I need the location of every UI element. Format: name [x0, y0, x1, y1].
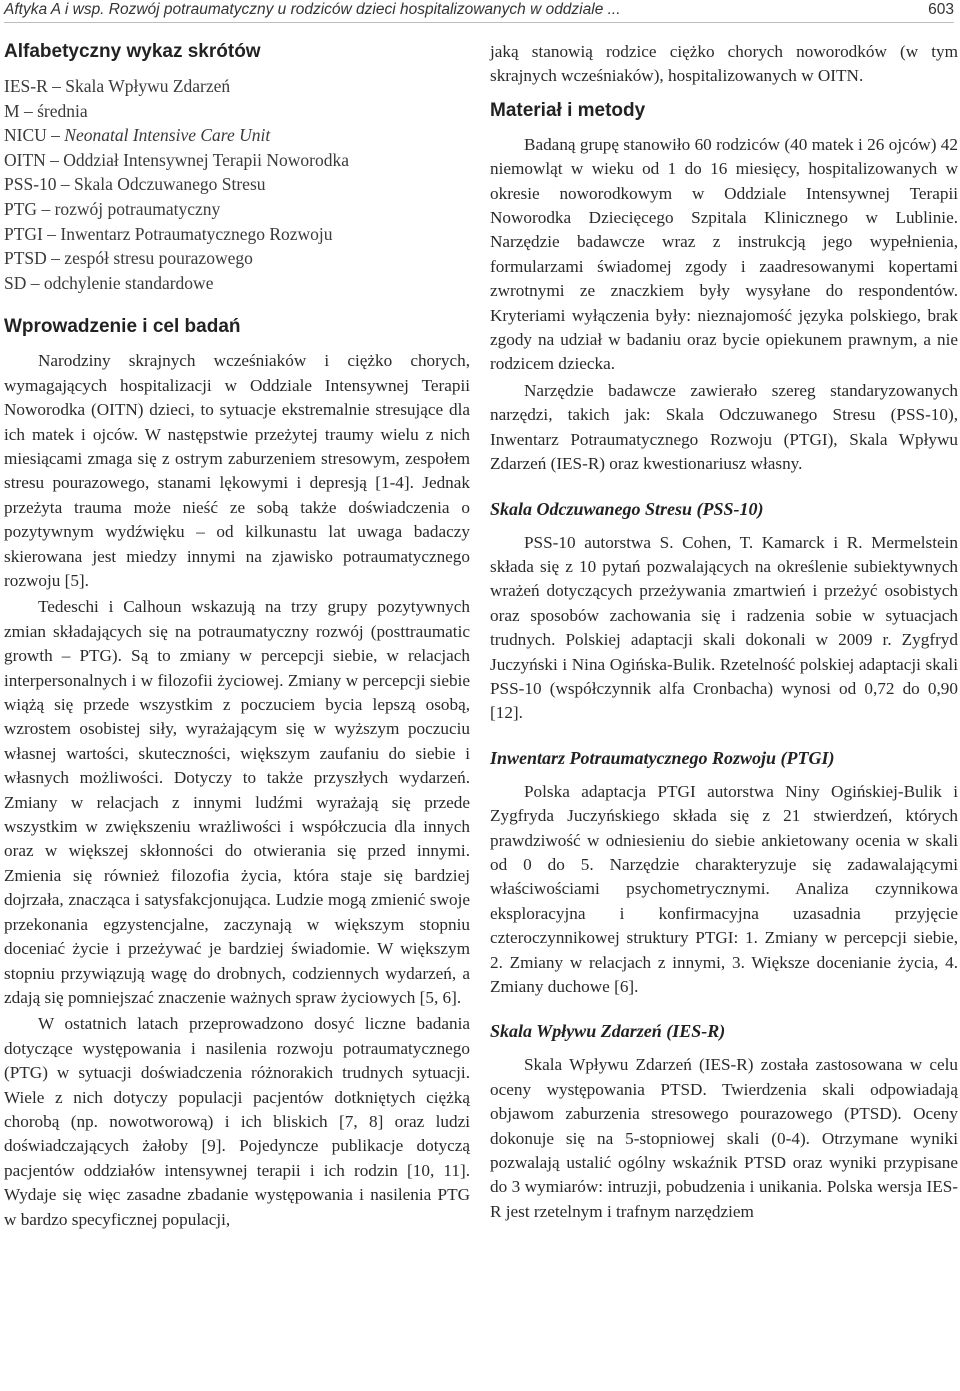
running-title: Aftyka A i wsp. Rozwój potraumatyczny u rodziców dzieci hospitalizowanych w oddziale ... — [4, 1, 621, 18]
abbreviation-item: OITN – Oddział Intensywnej Terapii Noworodka — [4, 149, 349, 170]
ptgi-heading: Inwentarz Potraumatycznego Rozwoju (PTGI) — [490, 747, 835, 768]
ies-heading: Skala Wpływu Zdarzeń (IES-R) — [490, 1021, 726, 1042]
running-header — [4, 0, 954, 23]
pss-paragraph: PSS-10 autorstwa S. Cohen, T. Kamarck i R. Mermelstein składa się z 10 pytań pozwalających na określenie subiektywnych wrażeń dotyczących przeżywania zmartwień i przeżyć osobistych oraz sposobów zachowania się i radzenia sobie w sytuacjach trudnych. Polskiej adaptacji skali dokonali w 2009 r. Zygfryd Juczyński i Nina Ogińska-Bulik. Rzetelność polskiej adaptacji skali PSS-10 (współczynnik alfa Cronbacha) wynosi od 0,72 do 0,90 [12]. — [490, 532, 958, 723]
pss-heading: Skala Odczuwanego Stresu (PSS-10) — [490, 498, 764, 519]
left-column — [4, 40, 470, 1232]
abbreviations-list — [4, 74, 470, 295]
abbreviation-item: IES-R – Skala Wpływu Zdarzeń — [4, 76, 231, 96]
right-column — [490, 40, 958, 1224]
abbreviation-item: NICU – Neonatal Intensive Care Unit — [4, 125, 271, 146]
abbreviations-heading: Alfabetyczny wykaz skrótów — [4, 41, 261, 62]
intro-paragraph-1: Narodziny skrajnych wcześniaków i ciężko chorych, wymagających hospitalizacji w Oddziale Intensywnej Terapii Noworodka (OITN) dzieci, to sytuacje ekstremalnie stresujące dla ich matek i ojców. W następstwie przeżytej traumy wielu z nich miesiącami zmaga się z ostrym zaburzeniem stresowym, zespołem stresu pourazowego, stanami lękowymi i depresją [1-4]. Jednak przeżyta trauma może nieść ze sobą także doświadczenia o pozytywnym wydźwięku – od kilkunastu lat uwaga badaczy skierowana jest miedzy innymi na zjawisko potraumatycznego rozwoju [5]. — [4, 351, 470, 590]
continuation-paragraph: jaką stanowią rodzice ciężko chorych noworodków (w tym skrajnych wcześniaków), hospitalizowanych w OITN. — [490, 42, 958, 86]
methods-heading: Materiał i metody — [490, 99, 646, 121]
ptgi-paragraph: Polska adaptacja PTGI autorstwa Niny Ogińskiej-Bulik i Zygfryda Juczyńskiego składa się z 21 stwierdzeń, których prawdziwość w odniesieniu do siebie ankietowany ocenia w skali od 0 do 5. Narzędzie charakteryzuje się zadawalającymi właściwościami psychometrycznymi. Analiza czynnikowa eksploracyjna i konfirmacyjna uzasadnia przyjęcie czteroczynnikowej struktury PTGI: 1. Zmiany w percepcji siebie, 2. Zmiany w relacjach z innymi, 3. Większe docenianie życia, 4. Zmiany duchowe [6]. — [490, 781, 958, 996]
abbreviation-item: M – średnia — [4, 100, 88, 121]
page-number: 603 — [928, 1, 954, 18]
abbreviation-item: SD – odchylenie standardowe — [4, 272, 214, 293]
introduction-heading: Wprowadzenie i cel badań — [4, 316, 241, 338]
intro-paragraph-2: Tedeschi i Calhoun wskazują na trzy grupy pozytywnych zmian składających się na potraumatyczny rozwój (posttraumatic growth – PTG). Są to zmiany w percepcji siebie, w relacjach interpersonalnych i w filozofii życiowej. Zmiany w percepcji siebie wiążą się przede wszystkim z poczuciem bycia lepszą osobą, wzrostem osobistej siły, wyrażającym się w wyższym poczuciu własnej wartości, skuteczności, większym zaufaniu do siebie i własnych możliwości. Dotyczy to także przyszłych wydarzeń. Zmiany w relacjach z innymi ludźmi wyrażają się przede wszystkim w zwiększeniu wrażliwości i współczucia dla innych oraz w większej skłonności do otwierania się przed innymi. Zmienia się również filozofia życia, która staje się bardziej dojrzała, znacząca i satysfakcjonująca. Ludzie mogą zmienić swoje przekonania egzystencjalne, zaczynają w większym stopniu doceniać życie i przeżywać je bardziej świadomie. W większym stopniu przywiązują wagę do drobnych, codziennych wydarzeń, a zdają się pomniejszać znaczenie ważnych spraw życiowych [5, 6]. — [4, 597, 470, 1007]
abbreviation-item: PTSD – zespół stresu pourazowego — [4, 248, 253, 269]
abbreviation-item: PTG – rozwój potraumatyczny — [4, 198, 221, 219]
ies-paragraph: Skala Wpływu Zdarzeń (IES-R) została zastosowana w celu oceny występowania PTSD. Twierdzenia skali odpowiadają objawom zaburzenia stresowego pourazowego (PTSD). Oceny dokonuje się na 5-stopniowej skali (0-4). Otrzymane wyniki pozwalają ustalić ogólny wskaźnik PTSD oraz wyniki przypisane do 3 wymiarów: intruzji, pobudzenia i unikania. Polska wersja IES-R jest rzetelnym i trafnym narzędziem — [490, 1055, 958, 1221]
abbreviation-item: PSS-10 – Skala Odczuwanego Stresu — [4, 174, 266, 195]
intro-paragraph-3: W ostatnich latach przeprowadzono dosyć liczne badania dotyczące występowania i nasilenia rozwoju potraumatycznego (PTG) w sytuacji doświadczenia różnorakich trudnych sytuacji. Wiele z nich dotyczy populacji pacjentów dotkniętych ciężką chorobą (np. nowotworową) i ich bliskich [7, 8] oraz ludzi doświadczających żałoby [9]. Pojedyncze publikacje dotyczą pacjentów oddziałów intensywnej terapii i ich rodzin [10, 11]. Wydaje się więc zasadne zbadanie występowania i nasilenia PTG w bardzo specyficznej populacji, — [4, 1014, 470, 1229]
abbreviation-item: PTGI – Inwentarz Potraumatycznego Rozwoju — [4, 223, 333, 244]
methods-paragraph-1: Badaną grupę stanowiło 60 rodziców (40 matek i 26 ojców) 42 niemowląt w wieku od 1 do 16 miesięcy, hospitalizowanych w okresie noworodkowym w Oddziale Intensywnej Terapii Noworodka Dziecięcego Szpitala Klinicznego w Lublinie. Narzędzie badawcze wraz z instrukcją jego wypełnienia, formularzami świadomej zgody i zaadresowanymi kopertami zwrotnymi ze znaczkiem były wysyłane do respondentów. Kryteriami wyłączenia były: nieznajomość języka polskiego, brak zgody na udział w badaniu oraz bycie opiekunem prawnym, a nie rodzicem dziecka. — [490, 134, 958, 374]
methods-paragraph-2: Narzędzie badawcze zawierało szereg standaryzowanych narzędzi, takich jak: Skala Odczuwanego Stresu (PSS-10), Inwentarz Potraumatycznego Rozwoju (PTGI), Skala Wpływu Zdarzeń (IES-R) oraz kwestionariusz własny. — [490, 380, 958, 474]
